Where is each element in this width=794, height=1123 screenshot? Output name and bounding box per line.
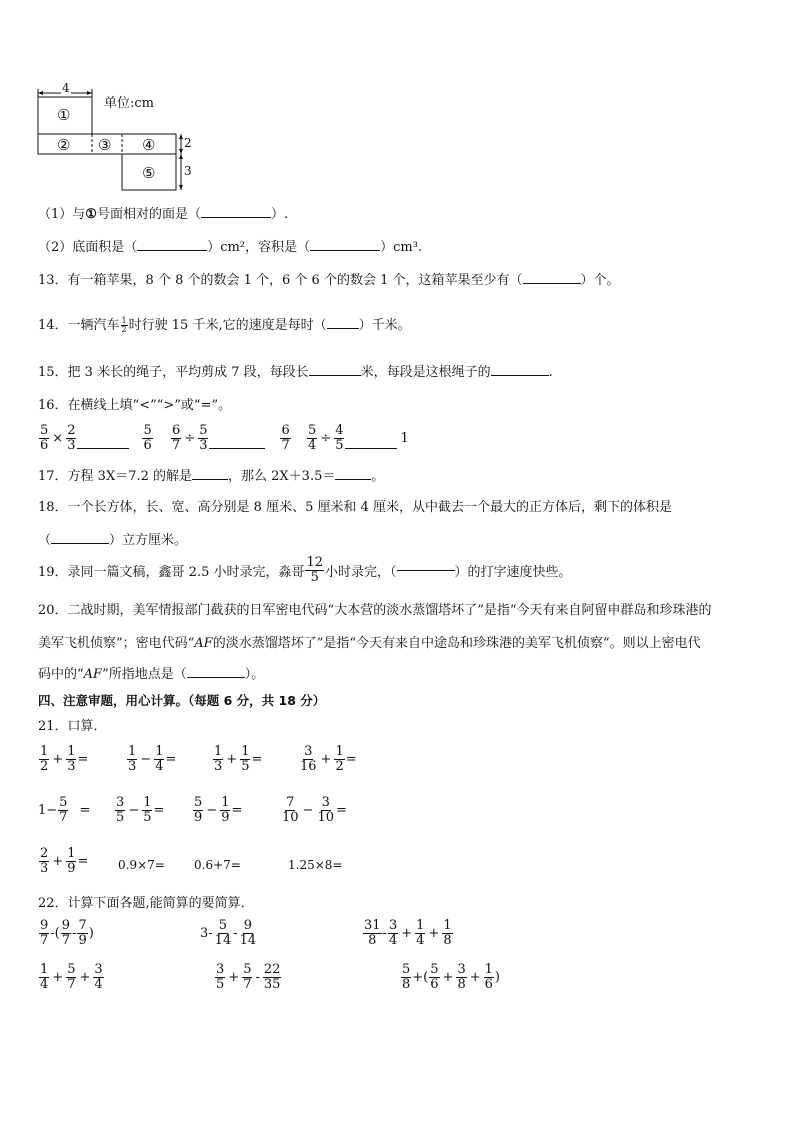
fraction: [334, 745, 344, 774]
math-symbol: 19．录同一篇文稿，鑫哥 2.5 小时录完，淼哥: [38, 565, 305, 580]
q12-part1: （1）与①号面相对的面是（ ）.: [38, 207, 289, 222]
face-label-3: ③: [98, 136, 112, 154]
denominator: 4: [416, 933, 425, 948]
question-18-line2: （ ）立方厘米。: [38, 533, 188, 548]
denominator: 3: [214, 759, 223, 774]
fraction: [307, 424, 317, 453]
q21-r2-item-1: [38, 796, 90, 825]
denominator: 6: [143, 438, 152, 453]
fraction: [213, 745, 223, 774]
answer-blank[interactable]: [523, 283, 581, 284]
dimension-label-right-1: 2: [184, 136, 192, 150]
fraction: [442, 919, 452, 948]
numerator: 12: [306, 555, 324, 570]
math-symbol: +: [52, 970, 64, 985]
fraction: [388, 919, 398, 948]
fraction: [66, 847, 76, 876]
denominator: 8: [402, 977, 411, 992]
q21-r3-item-1: [38, 847, 88, 876]
q16-expression-2: [170, 424, 292, 453]
denominator: 9: [67, 861, 76, 876]
question-16-title: 16．在横线上填“<”“>”或“=”。: [38, 398, 232, 413]
math-symbol: -: [255, 970, 260, 985]
denominator: 3: [67, 759, 76, 774]
math-symbol: =: [153, 803, 165, 818]
arrow-head-down: [179, 185, 183, 190]
denominator: 14: [239, 933, 257, 948]
answer-blank[interactable]: [345, 448, 397, 449]
fraction: [77, 919, 87, 948]
math-symbol: =: [251, 752, 263, 767]
math-symbol: =: [165, 752, 177, 767]
fraction: [58, 796, 68, 825]
fraction: [415, 919, 425, 948]
numerator: 2: [40, 846, 49, 861]
fraction: [142, 796, 152, 825]
numerator: 6: [172, 423, 181, 438]
fraction: [401, 963, 411, 992]
numerator: 1: [443, 918, 452, 933]
fraction: [66, 963, 76, 992]
math-symbol: =: [336, 803, 347, 818]
q21-r3-item-2: 0.9×7=: [118, 858, 165, 872]
fraction: [61, 919, 71, 948]
math-symbol: −: [128, 803, 140, 818]
q16-expression-3: [306, 424, 409, 453]
question-20-line2: 美军飞机侦察”；密电代码“AF的淡水蒸馏塔坏了”是指“今天有来自中途岛和珍珠港的美军飞机侦察”。则以上密电代: [38, 636, 701, 651]
q21-r3-item-4: 1.25×8=: [288, 858, 343, 872]
denominator: 8: [457, 977, 466, 992]
q22-expression-2: [200, 919, 258, 948]
fraction: [193, 796, 203, 825]
numerator: 22: [263, 962, 281, 977]
question-13: 13．有一箱苹果，8 个 8 个的数会 1 个，6 个 6 个的数会 1 个，这箱苹果至少有（ ）个。: [38, 273, 620, 288]
fraction: [456, 963, 466, 992]
denominator: 5: [116, 810, 125, 825]
math-symbol: =: [77, 854, 89, 869]
fraction: [239, 919, 258, 948]
fraction: [281, 796, 300, 825]
numerator: 1: [128, 744, 137, 759]
math-symbol: ): [88, 926, 94, 941]
math-symbol: =: [345, 752, 357, 767]
answer-blank[interactable]: [77, 448, 129, 449]
fraction: [214, 919, 233, 948]
fraction: [263, 963, 282, 992]
q21-r2-item-2: [114, 796, 164, 825]
q22-expression-3: [362, 919, 454, 948]
dimension-label-right-2: 3: [184, 164, 192, 178]
face-label-2: ②: [57, 136, 71, 154]
denominator: 7: [172, 438, 181, 453]
numerator: 1: [67, 846, 76, 861]
q22-expression-5: [214, 963, 282, 992]
math-symbol: +: [320, 752, 332, 767]
answer-blank[interactable]: [309, 375, 361, 376]
question-19: [38, 556, 572, 585]
numerator: 4: [335, 423, 344, 438]
numerator: 1: [40, 744, 49, 759]
q22-expression-6: [400, 963, 500, 992]
denominator: 4: [155, 759, 164, 774]
math-symbol: +: [469, 970, 481, 985]
numerator: 3: [216, 962, 225, 977]
q21-r1-item-1: [38, 745, 88, 774]
numerator: 3: [388, 918, 398, 933]
math-symbol: +: [401, 926, 413, 941]
arrow-head-mid-down: [179, 149, 183, 154]
denominator: 10: [282, 810, 299, 825]
fraction: [363, 919, 382, 948]
fraction: [66, 745, 76, 774]
numerator: 9: [61, 918, 71, 933]
question-15: 15．把 3 米长的绳子，平均剪成 7 段，每段长 米，每段是这根绳子的 .: [38, 365, 553, 380]
numerator: 1: [40, 962, 49, 977]
denominator: 7: [40, 933, 49, 948]
answer-blank[interactable]: [187, 677, 245, 678]
question-20-line1: 20．二战时期，美军情报部门截获的日军密电代码“大本营的淡水蒸馏塔坏了”是指“今天有来自阿留申群岛和珍珠港的: [38, 603, 712, 618]
numerator: 5: [40, 423, 49, 438]
arrow-head-left: [38, 91, 43, 95]
net-figure: [30, 81, 200, 194]
fraction: [334, 424, 344, 453]
numerator: 7: [78, 918, 87, 933]
math-symbol: =: [231, 803, 243, 818]
numerator: 5: [67, 962, 76, 977]
fraction: [127, 745, 137, 774]
question-17: 17．方程 3X＝7.2 的解是 ，那么 2X＋3.5＝ 。: [38, 469, 385, 484]
math-symbol: −: [206, 803, 218, 818]
math-symbol: =: [77, 752, 89, 767]
math-symbol: -: [233, 926, 238, 941]
fraction: [198, 424, 208, 453]
denominator: 8: [368, 933, 377, 948]
numerator: 5: [243, 962, 252, 977]
answer-blank[interactable]: [491, 375, 549, 376]
section-4-title: 四、注意审题，用心计算。（每题 6 分，共 18 分）: [38, 693, 326, 708]
numerator: 5: [308, 423, 317, 438]
math-symbol: ÷: [320, 431, 332, 446]
denominator: 3: [128, 759, 137, 774]
fraction: [39, 963, 49, 992]
question-14: 14．一辆汽车 $\frac{1}{2}$ 时行驶 15 千米,它的速度是每时（ ）千米。: [38, 316, 411, 334]
fraction: [154, 745, 164, 774]
question-20-line3: 码中的“AF”所指地点是（ ）。: [38, 667, 265, 682]
q22-expression-4: [38, 963, 105, 992]
math-symbol: ): [494, 970, 500, 985]
denominator: 7: [281, 438, 290, 453]
denominator: 16: [300, 759, 317, 774]
fraction: [429, 963, 439, 992]
numerator: 1: [143, 795, 152, 810]
math-symbol: -: [382, 926, 387, 941]
answer-blank[interactable]: [327, 328, 359, 329]
numerator: 1: [121, 316, 127, 325]
denominator: 2: [335, 759, 344, 774]
fraction: [39, 424, 49, 453]
face-label-4: ④: [142, 136, 156, 154]
fraction: [171, 424, 181, 453]
fraction: [115, 796, 125, 825]
denominator: 4: [94, 977, 103, 992]
math-symbol: ÷: [184, 431, 196, 446]
fraction: [215, 963, 225, 992]
numerator: 6: [281, 423, 290, 438]
numerator: 31: [364, 918, 381, 933]
numerator: 1: [241, 744, 250, 759]
denominator: 9: [221, 810, 230, 825]
q21-r1-item-4: [298, 745, 357, 774]
denominator: 6: [484, 977, 493, 992]
numerator: 1: [335, 744, 344, 759]
numerator: 5: [194, 795, 203, 810]
denominator: 4: [308, 438, 317, 453]
fraction: [242, 963, 252, 992]
denominator: 5: [143, 810, 152, 825]
denominator: 7: [243, 977, 252, 992]
answer-blank[interactable]: [209, 448, 265, 449]
denominator: 2: [121, 325, 127, 334]
math-symbol: +: [52, 752, 64, 767]
numerator: 3: [457, 962, 466, 977]
denominator: 7: [67, 977, 76, 992]
q21-r2-item-3: [192, 796, 242, 825]
math-symbol: −: [302, 803, 314, 818]
denominator: 6: [430, 977, 439, 992]
q22-expression-1: [38, 919, 94, 948]
question-21-title: 21．口算．: [38, 719, 107, 734]
math-symbol: 1: [400, 431, 409, 446]
answer-blank[interactable]: [397, 570, 455, 571]
denominator: 4: [40, 977, 49, 992]
fraction: [240, 745, 250, 774]
fraction: [220, 796, 230, 825]
numerator: 3: [116, 795, 125, 810]
answer-blank[interactable]: [137, 250, 207, 251]
answer-blank[interactable]: [192, 479, 228, 480]
math-symbol: +: [52, 854, 64, 869]
face-label-1: ①: [57, 106, 71, 124]
denominator: 2: [40, 759, 49, 774]
denominator: 9: [194, 810, 203, 825]
question-22-title: 22．计算下面各题,能简算的要简算．: [38, 896, 254, 911]
denominator: 7: [61, 933, 71, 948]
numerator: 5: [430, 962, 439, 977]
fraction: [305, 556, 324, 585]
arrow-head-mid-up: [179, 154, 183, 159]
question-18-line1: 18．一个长方体，长、宽、高分别是 8 厘米、5 厘米和 4 厘米，从中截去一个最大的正方体后，剩下的体积是: [38, 500, 673, 515]
fraction: [299, 745, 318, 774]
numerator: 5: [199, 423, 208, 438]
numerator: 3: [321, 795, 330, 810]
denominator: 9: [78, 933, 87, 948]
math-symbol: -: [72, 926, 77, 941]
denominator: 8: [443, 933, 452, 948]
denominator: 3: [67, 438, 76, 453]
q12-part2: （2）底面积是（ ）cm²，容积是（ ）cm³.: [38, 240, 423, 255]
numerator: 5: [218, 918, 228, 933]
math-symbol: −: [140, 752, 152, 767]
numerator: 1: [214, 744, 223, 759]
numerator: 3: [94, 962, 103, 977]
math-symbol: +: [226, 752, 238, 767]
q21-r1-item-3: [212, 745, 262, 774]
answer-blank[interactable]: [201, 217, 271, 218]
math-symbol: =: [79, 803, 91, 818]
fraction: [484, 963, 494, 992]
denominator: 5: [335, 438, 344, 453]
math-symbol: 1−: [38, 803, 58, 818]
arrow-head-up: [179, 134, 183, 139]
numerator: 3: [304, 744, 313, 759]
math-symbol: -(: [50, 926, 60, 941]
denominator: 5: [310, 570, 319, 585]
math-symbol: 小时录完，（: [325, 565, 397, 580]
answer-blank[interactable]: [51, 543, 109, 544]
math-symbol: ）的打字速度快些。: [454, 565, 572, 580]
math-symbol: +: [428, 926, 440, 941]
face-label-5: ⑤: [142, 164, 156, 182]
math-symbol: ×: [52, 431, 64, 446]
fraction: [280, 424, 290, 453]
numerator: 1: [67, 744, 76, 759]
numerator: 5: [59, 795, 68, 810]
denominator: 3: [199, 438, 208, 453]
numerator: 9: [243, 918, 253, 933]
numerator: 1: [416, 918, 425, 933]
denominator: 5: [241, 759, 250, 774]
fraction: [316, 796, 335, 825]
numerator: 2: [67, 423, 76, 438]
numerator: 1: [484, 962, 493, 977]
q21-r2-item-4: [280, 796, 347, 825]
fraction: [142, 424, 152, 453]
fraction: [66, 424, 76, 453]
math-symbol: +: [79, 970, 91, 985]
answer-blank[interactable]: [310, 250, 380, 251]
unit-label: 单位:cm: [104, 96, 154, 111]
fraction: [39, 847, 49, 876]
denominator: 14: [214, 933, 232, 948]
dimension-label-top: 4: [62, 81, 70, 95]
denominator: 7: [59, 810, 68, 825]
fraction: [121, 317, 128, 334]
fraction: [93, 963, 103, 992]
denominator: 10: [317, 810, 334, 825]
denominator: 4: [388, 933, 398, 948]
numerator: 9: [40, 918, 49, 933]
q16-expression-1: [38, 424, 154, 453]
numerator: 7: [286, 795, 295, 810]
numerator: 5: [143, 423, 152, 438]
fraction: [39, 919, 49, 948]
math-symbol: +: [228, 970, 240, 985]
denominator: 5: [216, 977, 225, 992]
denominator: 3: [40, 861, 49, 876]
denominator: 35: [263, 977, 281, 992]
math-symbol: +: [442, 970, 454, 985]
q21-r3-item-3: 0.6+7=: [194, 858, 241, 872]
numerator: 5: [402, 962, 411, 977]
numerator: 1: [221, 795, 230, 810]
answer-blank[interactable]: [335, 479, 371, 480]
math-symbol: +(: [412, 970, 429, 985]
denominator: 6: [40, 438, 49, 453]
arrow-head-right: [87, 91, 92, 95]
math-symbol: 3-: [200, 926, 213, 941]
q21-r1-item-2: [126, 745, 176, 774]
fraction: [39, 745, 49, 774]
numerator: 1: [155, 744, 164, 759]
